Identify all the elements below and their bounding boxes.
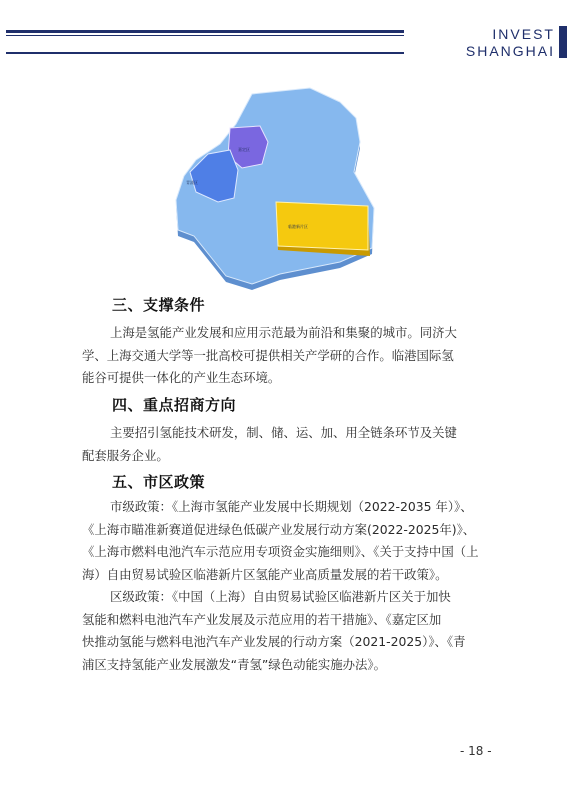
- shanghai-map: [160, 80, 380, 292]
- brand-logo: [466, 26, 555, 60]
- text-line: 氢能和燃料电池汽车产业发展及示范应用的若干措施》、《嘉定区加: [82, 611, 442, 627]
- text-line: 主要招引氢能技术研发，制、储、运、加、用全链条环节及关键: [110, 425, 457, 440]
- page-number: - 18 -: [460, 744, 492, 758]
- brand-line-1: INVEST: [492, 26, 555, 42]
- header-rule-thin: [6, 35, 404, 36]
- text-line: 配套服务企业。: [82, 447, 169, 463]
- heading-support-conditions: 三、支撑条件: [112, 296, 206, 314]
- text-line: 学、上海交通大学等一批高校可提供相关产学研的合作。临港国际氢: [82, 347, 454, 363]
- heading-investment-direction: 四、重点招商方向: [112, 396, 237, 414]
- map-label-qingpu: 青浦区: [186, 180, 198, 185]
- paragraph-policies: [82, 496, 492, 676]
- text-line: 能谷可提供一体化的产业生态环境。: [82, 370, 281, 385]
- brand-line-2: SHANGHAI: [465, 43, 555, 59]
- text-line: 海）自由贸易试验区临港新片区氢能产业高质量发展的若干政策》。: [82, 566, 448, 582]
- paragraph-support-conditions: [82, 322, 492, 390]
- text-line: 《上海市瞄准新赛道促进绿色低碳产业发展行动方案(2022-2025年)》、: [82, 521, 476, 537]
- text-line: 《上海市燃料电池汽车示范应用专项资金实施细则》、《关于支持中国（上: [82, 544, 479, 559]
- text-line: 快推动氢能与燃料电池汽车产业发展的行动方案（2021-2025）》、《青: [82, 634, 466, 649]
- heading-policies: 五、市区政策: [112, 473, 206, 491]
- header-rule-top: [6, 30, 404, 33]
- text-line: 上海是氢能产业发展和应用示范最为前沿和集聚的城市。同济大: [110, 325, 457, 340]
- map-label-jiading: 嘉定区: [238, 147, 250, 152]
- text-line: 区级政策：《中国（上海）自由贸易试验区临港新片区关于加快: [110, 589, 451, 604]
- brand-bar-icon: [559, 26, 567, 58]
- map-label-lingang: 临港新片区: [288, 224, 308, 229]
- paragraph-investment-direction: [82, 422, 492, 467]
- text-line: 浦区支持氢能产业发展激发“青氢”绿色动能实施办法》。: [82, 656, 387, 672]
- header-rule-bottom: [6, 52, 404, 54]
- text-line: 市级政策：《上海市氢能产业发展中长期规划（2022-2035 年）》、: [110, 499, 473, 514]
